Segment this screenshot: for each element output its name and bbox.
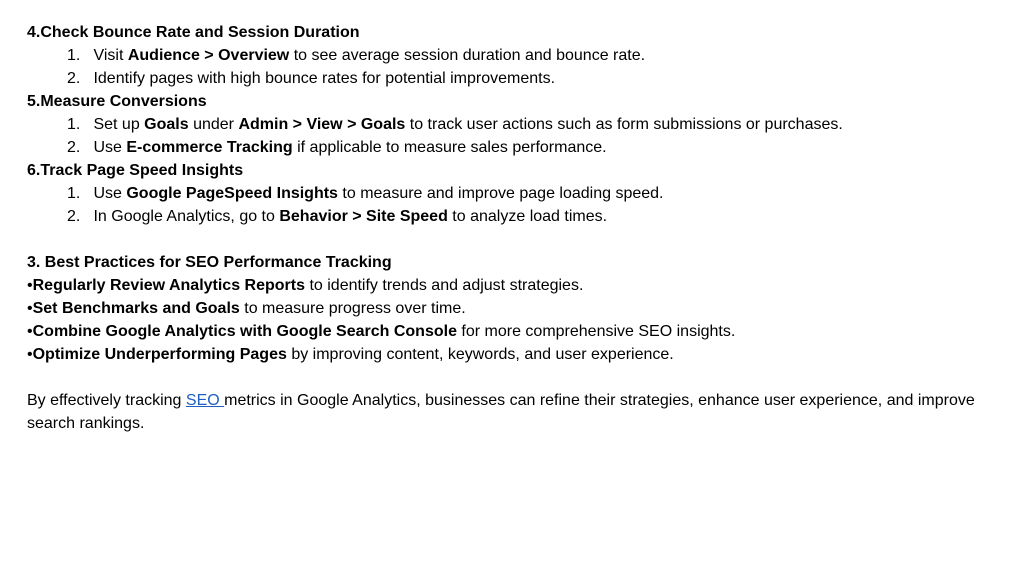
section-heading: 4.Check Bounce Rate and Session Duration <box>27 24 360 41</box>
spacer <box>27 366 1002 389</box>
list-number: 2. <box>67 208 81 225</box>
list-number: 1. <box>67 47 81 64</box>
document-content <box>27 21 1002 435</box>
list-item: 2. Use E-commerce Tracking if applicable to measure sales performance. <box>27 136 1002 159</box>
seo-link[interactable]: SEO <box>185 392 225 409</box>
list-item: 1. Visit Audience > Overview to see average session duration and bounce rate. <box>27 44 1002 67</box>
bullet-glyph: • <box>27 346 33 363</box>
list-item: 1. Use Google PageSpeed Insights to measure and improve page loading speed. <box>27 182 1002 205</box>
bullet-glyph: • <box>27 300 33 317</box>
bullet-item: •Set Benchmarks and Goals to measure progress over time. <box>27 300 466 317</box>
bullet-item: •Combine Google Analytics with Google Search Console for more comprehensive SEO insights. <box>27 323 736 340</box>
bullet-item: •Regularly Review Analytics Reports to identify trends and adjust strategies. <box>27 277 584 294</box>
list-item: 2. In Google Analytics, go to Behavior > Site Speed to analyze load times. <box>27 205 1002 228</box>
spacer <box>27 228 1002 251</box>
bullet-glyph: • <box>27 323 33 340</box>
list-number: 1. <box>67 116 81 133</box>
list-number: 2. <box>67 139 81 156</box>
list-item: 2. Identify pages with high bounce rates for potential improvements. <box>27 67 1002 90</box>
conclusion-paragraph: By effectively tracking SEO metrics in Google Analytics, businesses can refine their strategies, enhance user experience, and improve search rankings. <box>27 392 975 432</box>
list-number: 2. <box>67 70 81 87</box>
bullet-glyph: • <box>27 277 33 294</box>
section-heading: 5.Measure Conversions <box>27 93 207 110</box>
section-heading: 3. Best Practices for SEO Performance Tracking <box>27 254 392 271</box>
section-heading: 6.Track Page Speed Insights <box>27 162 244 179</box>
bullet-item: •Optimize Underperforming Pages by improving content, keywords, and user experience. <box>27 346 674 363</box>
list-item: 1. Set up Goals under Admin > View > Goals to track user actions such as form submissions or purchases. <box>27 113 1002 136</box>
list-number: 1. <box>67 185 81 202</box>
